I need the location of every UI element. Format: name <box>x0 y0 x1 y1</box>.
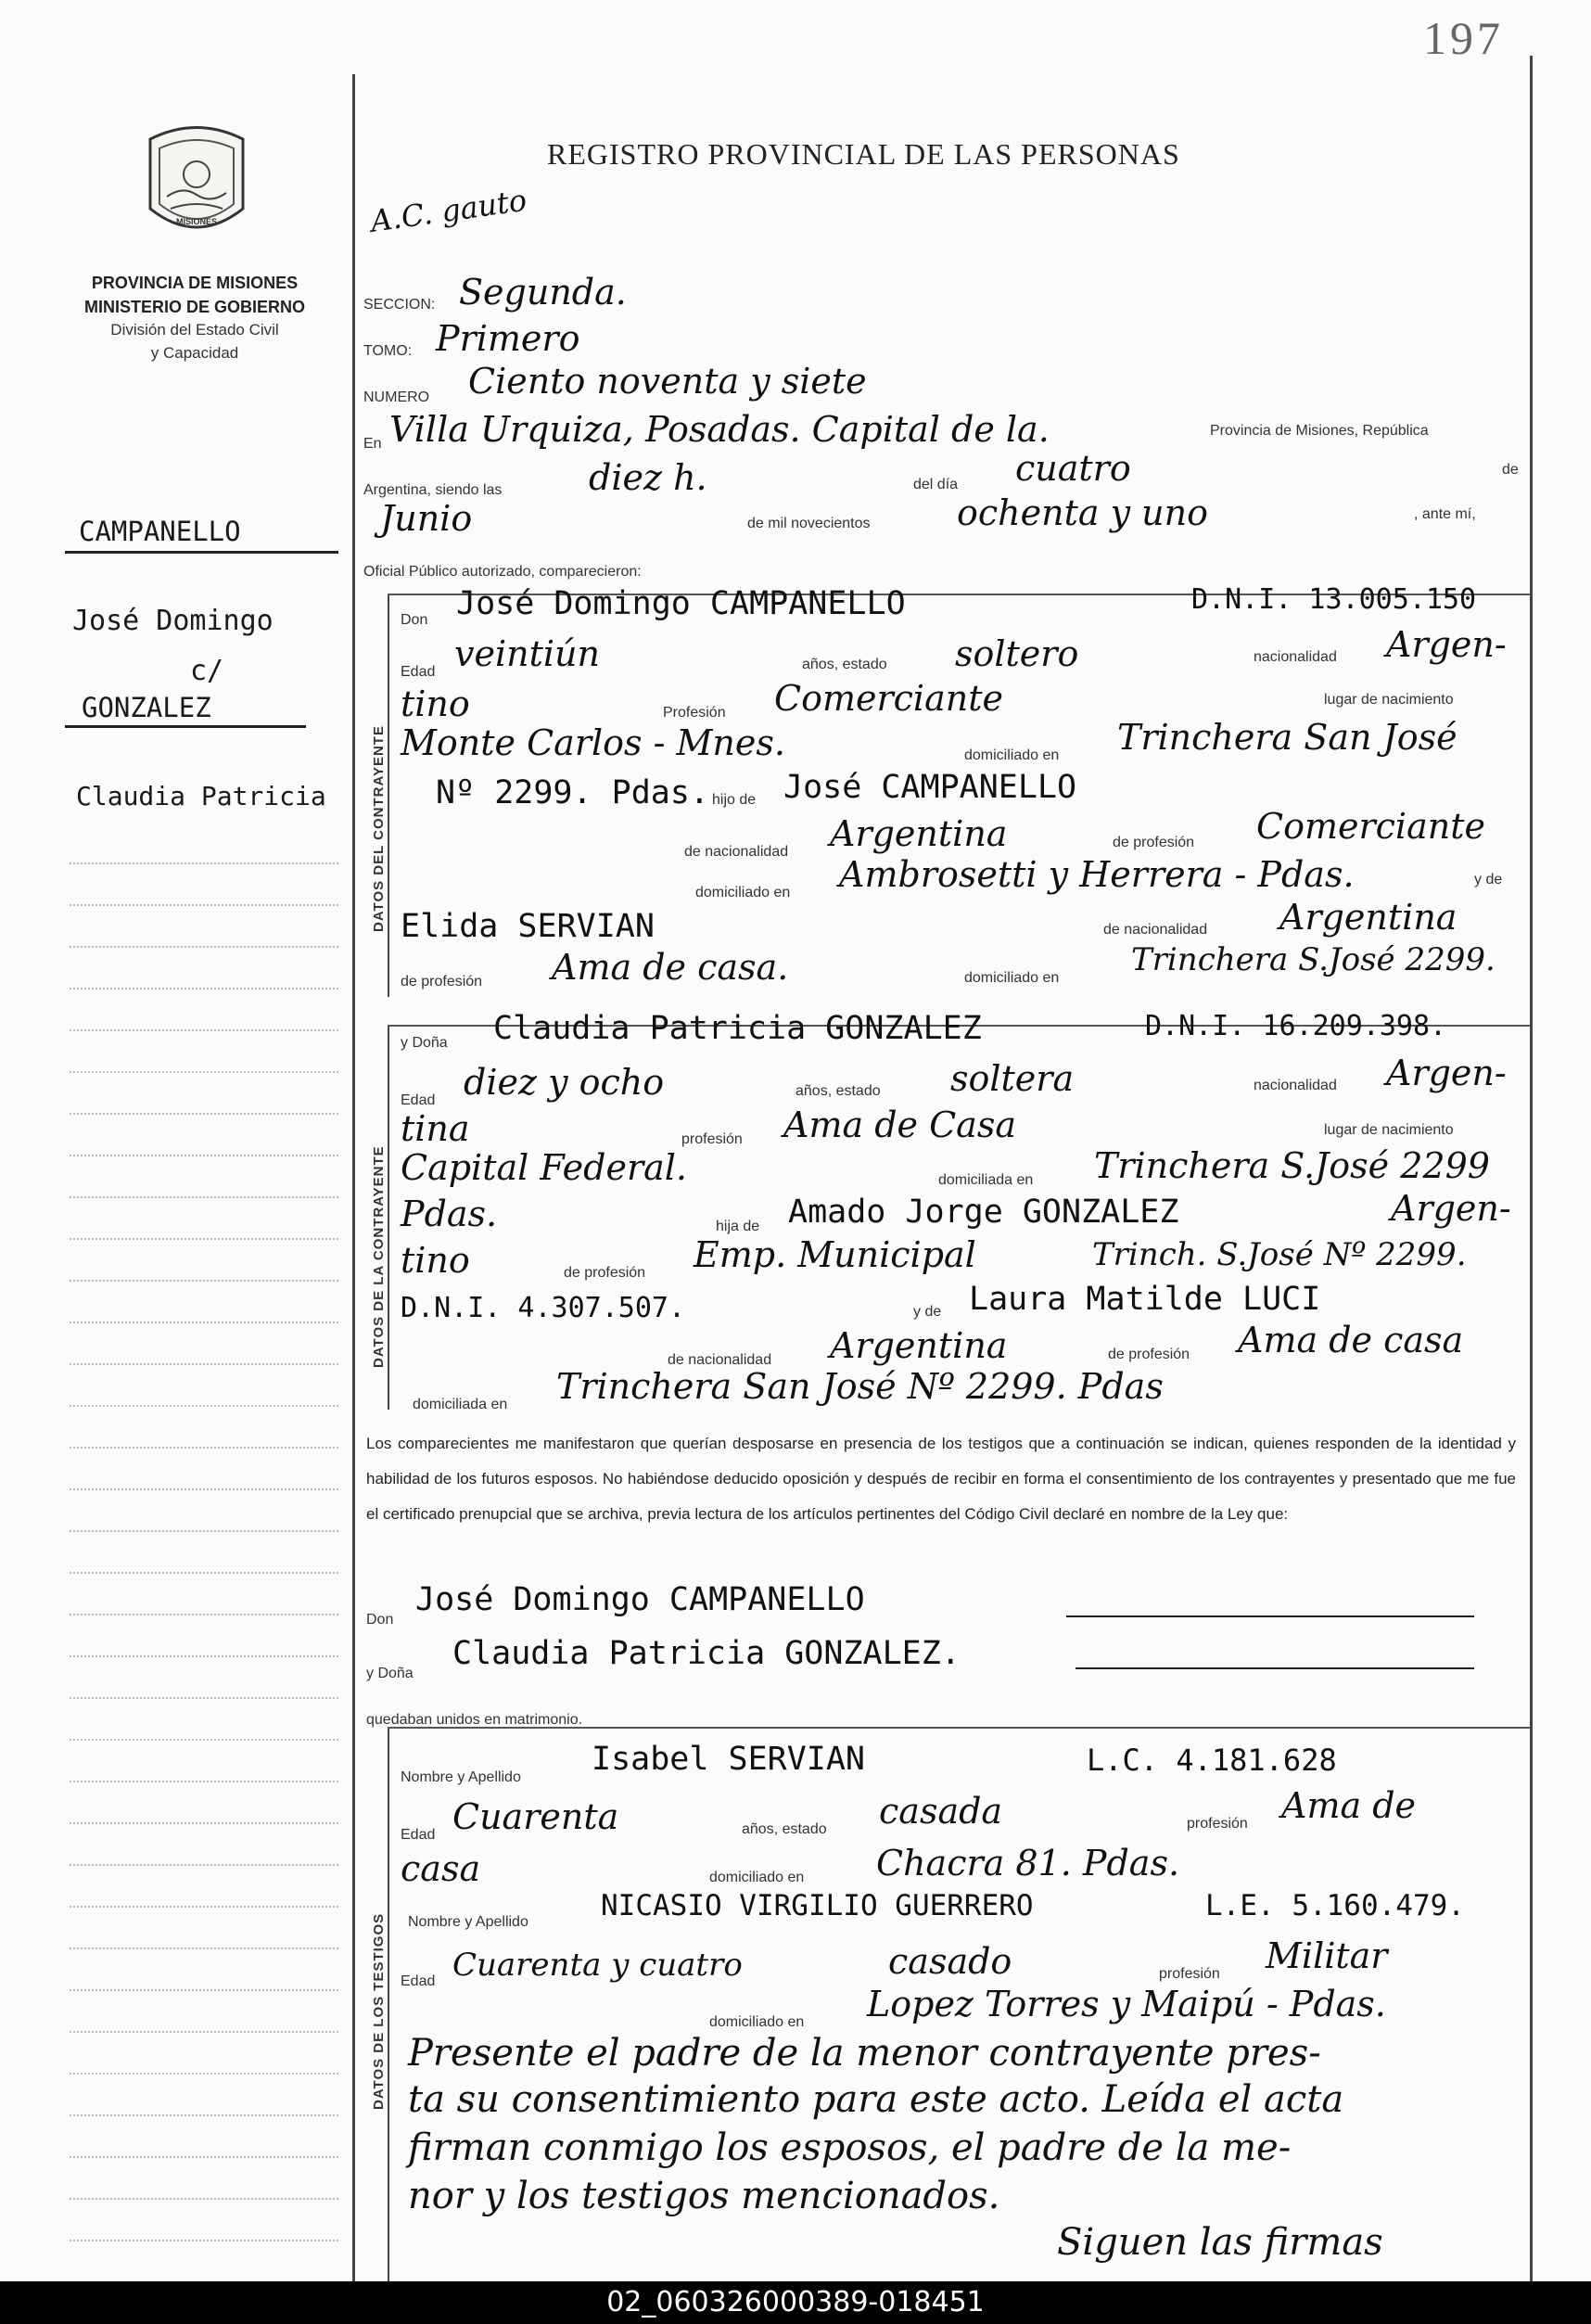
witness2-profession: Militar <box>1266 1935 1388 1976</box>
oficial-label: Oficial Público autorizado, comparecieron: <box>363 564 642 580</box>
seccion-label: SECCION: <box>363 297 436 313</box>
bride-mother: Laura Matilde LUCI <box>969 1281 1321 1318</box>
groom-mother-address: Trinchera S.José 2299. <box>1131 941 1496 978</box>
witness1-dom-label: domiciliado en <box>709 1870 805 1885</box>
anio-value: ochenta y uno <box>957 492 1208 533</box>
groom-father-nac-label: de nacionalidad <box>684 844 789 860</box>
ante-label: , ante mí, <box>1414 506 1476 522</box>
bride-hija-label: hija de <box>716 1219 760 1234</box>
closing-line-4: nor y los testigos mencionados. <box>408 2175 1000 2217</box>
groom-edad-label: Edad <box>401 664 436 680</box>
anio-label: de mil novecientos <box>747 516 871 531</box>
bride-y-de-label: y de <box>913 1304 942 1320</box>
argentina-label: Argentina, siendo las <box>363 482 503 498</box>
witness2-age: Cuarenta y cuatro <box>452 1947 743 1984</box>
witness2-status: casado <box>888 1941 1012 1982</box>
quedaban-label: quedaban unidos en matrimonio. <box>366 1712 583 1728</box>
section-label-witnesses: DATOS DE LOS TESTIGOS <box>371 1912 387 2110</box>
groom-dni: D.N.I. 13.005.150 <box>1191 583 1477 616</box>
groom-estado-label: años, estado <box>802 657 887 672</box>
groom-father-nationality: Argentina <box>830 813 1008 854</box>
bride-age: diez y ocho <box>464 1062 665 1103</box>
witness1-address: Chacra 81. Pdas. <box>876 1843 1180 1883</box>
lugar-value: Villa Urquiza, Posadas. Capital de la. <box>389 409 1050 450</box>
groom-mother-dom-label: domiciliado en <box>964 970 1060 986</box>
bride-father-dni: D.N.I. 4.307.507. <box>401 1292 686 1324</box>
bride-father: Amado Jorge GONZALEZ <box>788 1194 1179 1231</box>
union-bride-name: Claudia Patricia GONZALEZ. <box>452 1635 961 1672</box>
mes-value: Junio <box>380 498 473 539</box>
folio-number: 197 <box>1423 12 1504 64</box>
section-bracket-bride <box>388 1025 389 1410</box>
groom-mother-prof-label: de profesión <box>401 974 483 990</box>
bride-mother-prof-label: de profesión <box>1108 1347 1190 1362</box>
bride-father-address: Trinch. S.José Nº 2299. <box>1092 1236 1467 1273</box>
witness1-name: Isabel SERVIAN <box>592 1741 866 1778</box>
witness1-age: Cuarenta <box>452 1796 619 1837</box>
section-label-bride: DATOS DE LA CONTRAYENTE <box>371 1145 387 1368</box>
section-bracket-witnesses <box>388 1727 389 2281</box>
dia-label: del día <box>913 477 959 492</box>
document-id-footer: 02_060326000389-018451 <box>0 2281 1591 2324</box>
union-bride-rule <box>1076 1667 1474 1669</box>
witness1-status: casada <box>879 1791 1003 1832</box>
numero-label: NUMERO <box>363 389 430 405</box>
handwritten-note: A.C. gauto <box>368 182 529 239</box>
groom-address: Trinchera San José <box>1117 717 1457 758</box>
closing-line-5: Siguen las firmas <box>1057 2221 1383 2264</box>
en-label: En <box>363 436 382 452</box>
closing-line-1: Presente el padre de la menor contrayente pres- <box>408 2032 1321 2075</box>
groom-hijo-label: hijo de <box>712 792 757 808</box>
bride-nacionalidad-label: nacionalidad <box>1254 1078 1337 1093</box>
svg-text:MISIONES: MISIONES <box>175 217 218 226</box>
de-label: de <box>1502 462 1519 478</box>
margin-underline-2 <box>65 725 306 728</box>
page-title: REGISTRO PROVINCIAL DE LAS PERSONAS <box>547 137 1180 171</box>
union-don-label: Don <box>366 1612 394 1628</box>
division-name: División del Estado Civil <box>110 321 279 339</box>
bride-profession: Ama de Casa <box>783 1105 1016 1145</box>
groom-father-profession: Comerciante <box>1256 806 1485 847</box>
closing-line-3: firman conmigo los esposos, el padre de la me- <box>408 2126 1292 2169</box>
bride-mother-profession: Ama de casa <box>1238 1320 1464 1360</box>
bride-profesion-label: profesión <box>681 1131 743 1147</box>
margin-given-groom: José Domingo <box>72 605 274 637</box>
tomo-value: Primero <box>436 318 580 359</box>
bride-address: Trinchera S.José 2299 <box>1094 1145 1490 1186</box>
groom-father-address: Ambrosetti y Herrera - Pdas. <box>839 854 1355 895</box>
groom-mother-nationality: Argentina <box>1279 897 1457 938</box>
groom-father: José CAMPANELLO <box>783 769 1077 806</box>
declaration-paragraph: Los comparecientes me manifestaron que querían desposarse en presencia de los testigos que a continuación se indican, quienes responden de la identidad y habilidad de los futuros esposos. No habiéndose deducido oposición y después de recibir en forma el consentimiento de los contrayentes y presentado que me fue el certificado prenupcial que se archiva, previa lectura de los artículos pertinentes del Código Civil declaré en nombre de la Ley que: <box>366 1435 1516 1523</box>
don-label: Don <box>401 612 428 628</box>
groom-father-prof-label: de profesión <box>1113 835 1195 850</box>
dia-value: cuatro <box>1015 448 1131 489</box>
groom-profession: Comerciante <box>774 678 1003 719</box>
margin-surname-groom: CAMPANELLO <box>79 516 241 547</box>
bride-father-prof-label: de profesión <box>564 1265 646 1281</box>
groom-name: José Domingo CAMPANELLO <box>456 585 906 622</box>
groom-mother-nac-label: de nacionalidad <box>1103 922 1208 938</box>
groom-y-de-label: y de <box>1474 872 1503 887</box>
witness1-edad-label: Edad <box>401 1827 436 1843</box>
right-margin-rule <box>1530 56 1533 2281</box>
margin-underline-1 <box>65 551 338 554</box>
groom-father-dom-label: domiciliado en <box>695 885 791 900</box>
witness1-profession-cont: casa <box>401 1848 481 1889</box>
dona-label: y Doña <box>401 1035 448 1051</box>
provincia-label: Provincia de Misiones, República <box>1210 423 1429 439</box>
witness2-address: Lopez Torres y Maipú - Pdas. <box>867 1984 1386 2024</box>
margin-given-bride: Claudia Patricia <box>76 781 326 811</box>
bride-civil-status: soltera <box>950 1058 1075 1099</box>
groom-nationality-cont: tino <box>401 683 470 724</box>
groom-profesion-label: Profesión <box>663 705 726 721</box>
witness1-estado-label: años, estado <box>742 1821 827 1837</box>
numero-value: Ciento noventa y siete <box>468 361 867 402</box>
union-groom-rule <box>1066 1615 1474 1617</box>
witness2-nombre-label: Nombre y Apellido <box>408 1914 528 1930</box>
groom-civil-status: soltero <box>955 633 1079 674</box>
bride-lugar-nac-label: lugar de nacimiento <box>1324 1122 1454 1138</box>
witness1-profession: Ama de <box>1281 1785 1417 1826</box>
margin-surname-bride: GONZALEZ <box>82 692 211 723</box>
bride-estado-label: años, estado <box>796 1083 881 1099</box>
closing-line-2: ta su consentimiento para este acto. Leída el acta <box>408 2078 1344 2121</box>
witness1-doc: L.C. 4.181.628 <box>1087 1743 1337 1778</box>
ministry-name: MINISTERIO DE GOBIERNO <box>83 298 306 317</box>
groom-mother: Elida SERVIAN <box>401 908 655 945</box>
union-dona-label: y Doña <box>366 1666 414 1681</box>
bride-edad-label: Edad <box>401 1092 436 1108</box>
bride-father-nationality-cont: tino <box>401 1240 470 1281</box>
bride-mother-dom-label: domiciliada en <box>413 1397 508 1412</box>
bride-nationality: Argen- <box>1386 1053 1507 1093</box>
seccion-value: Segunda. <box>459 272 627 313</box>
division-name-2: y Capacidad <box>150 343 239 362</box>
groom-nationality: Argen- <box>1386 624 1507 665</box>
bride-birthplace: Capital Federal. <box>401 1147 688 1188</box>
section-bracket-groom <box>388 594 389 997</box>
groom-domicilio-label: domiciliado en <box>964 747 1060 763</box>
section-label-groom: DATOS DEL CONTRAYENTE <box>371 725 387 932</box>
left-margin-rule <box>352 74 355 2281</box>
groom-nacionalidad-label: nacionalidad <box>1254 649 1337 665</box>
bride-nationality-cont: tina <box>401 1108 470 1149</box>
bride-mother-nationality: Argentina <box>830 1325 1008 1366</box>
bride-mother-address: Trinchera San José Nº 2299. Pdas <box>556 1366 1164 1407</box>
witness2-profesion-label: profesión <box>1159 1966 1220 1982</box>
groom-age: veintiún <box>454 633 600 674</box>
witness2-doc: L.E. 5.160.479. <box>1205 1889 1465 1922</box>
tomo-label: TOMO: <box>363 343 413 359</box>
margin-conjunction: c/ <box>190 655 224 687</box>
province-name: PROVINCIA DE MISIONES <box>91 274 299 292</box>
witness2-dom-label: domiciliado en <box>709 2014 805 2030</box>
ministry-header <box>37 271 352 364</box>
witness2-name: NICASIO VIRGILIO GUERRERO <box>601 1889 1034 1922</box>
groom-lugar-nac-label: lugar de nacimiento <box>1324 692 1454 708</box>
witness2-edad-label: Edad <box>401 1973 436 1989</box>
groom-address-num: Nº 2299. Pdas. <box>436 774 710 811</box>
bride-dni: D.N.I. 16.209.398. <box>1145 1010 1447 1042</box>
witness1-profesion-label: profesión <box>1187 1816 1248 1832</box>
bride-name: Claudia Patricia GONZALEZ <box>493 1010 982 1047</box>
bride-mother-nac-label: de nacionalidad <box>668 1352 772 1368</box>
bride-father-nationality: Argen- <box>1391 1188 1511 1229</box>
bride-domicilio-label: domiciliada en <box>938 1172 1034 1188</box>
union-groom-name: José Domingo CAMPANELLO <box>415 1581 865 1618</box>
province-seal-icon <box>141 121 252 250</box>
groom-birthplace: Monte Carlos - Mnes. <box>401 722 785 763</box>
hora-value: diez h. <box>589 457 707 498</box>
witness1-nombre-label: Nombre y Apellido <box>401 1769 521 1785</box>
bride-address-cont: Pdas. <box>401 1194 498 1234</box>
groom-mother-profession: Ama de casa. <box>552 947 789 988</box>
bride-father-profession: Emp. Municipal <box>694 1234 976 1275</box>
